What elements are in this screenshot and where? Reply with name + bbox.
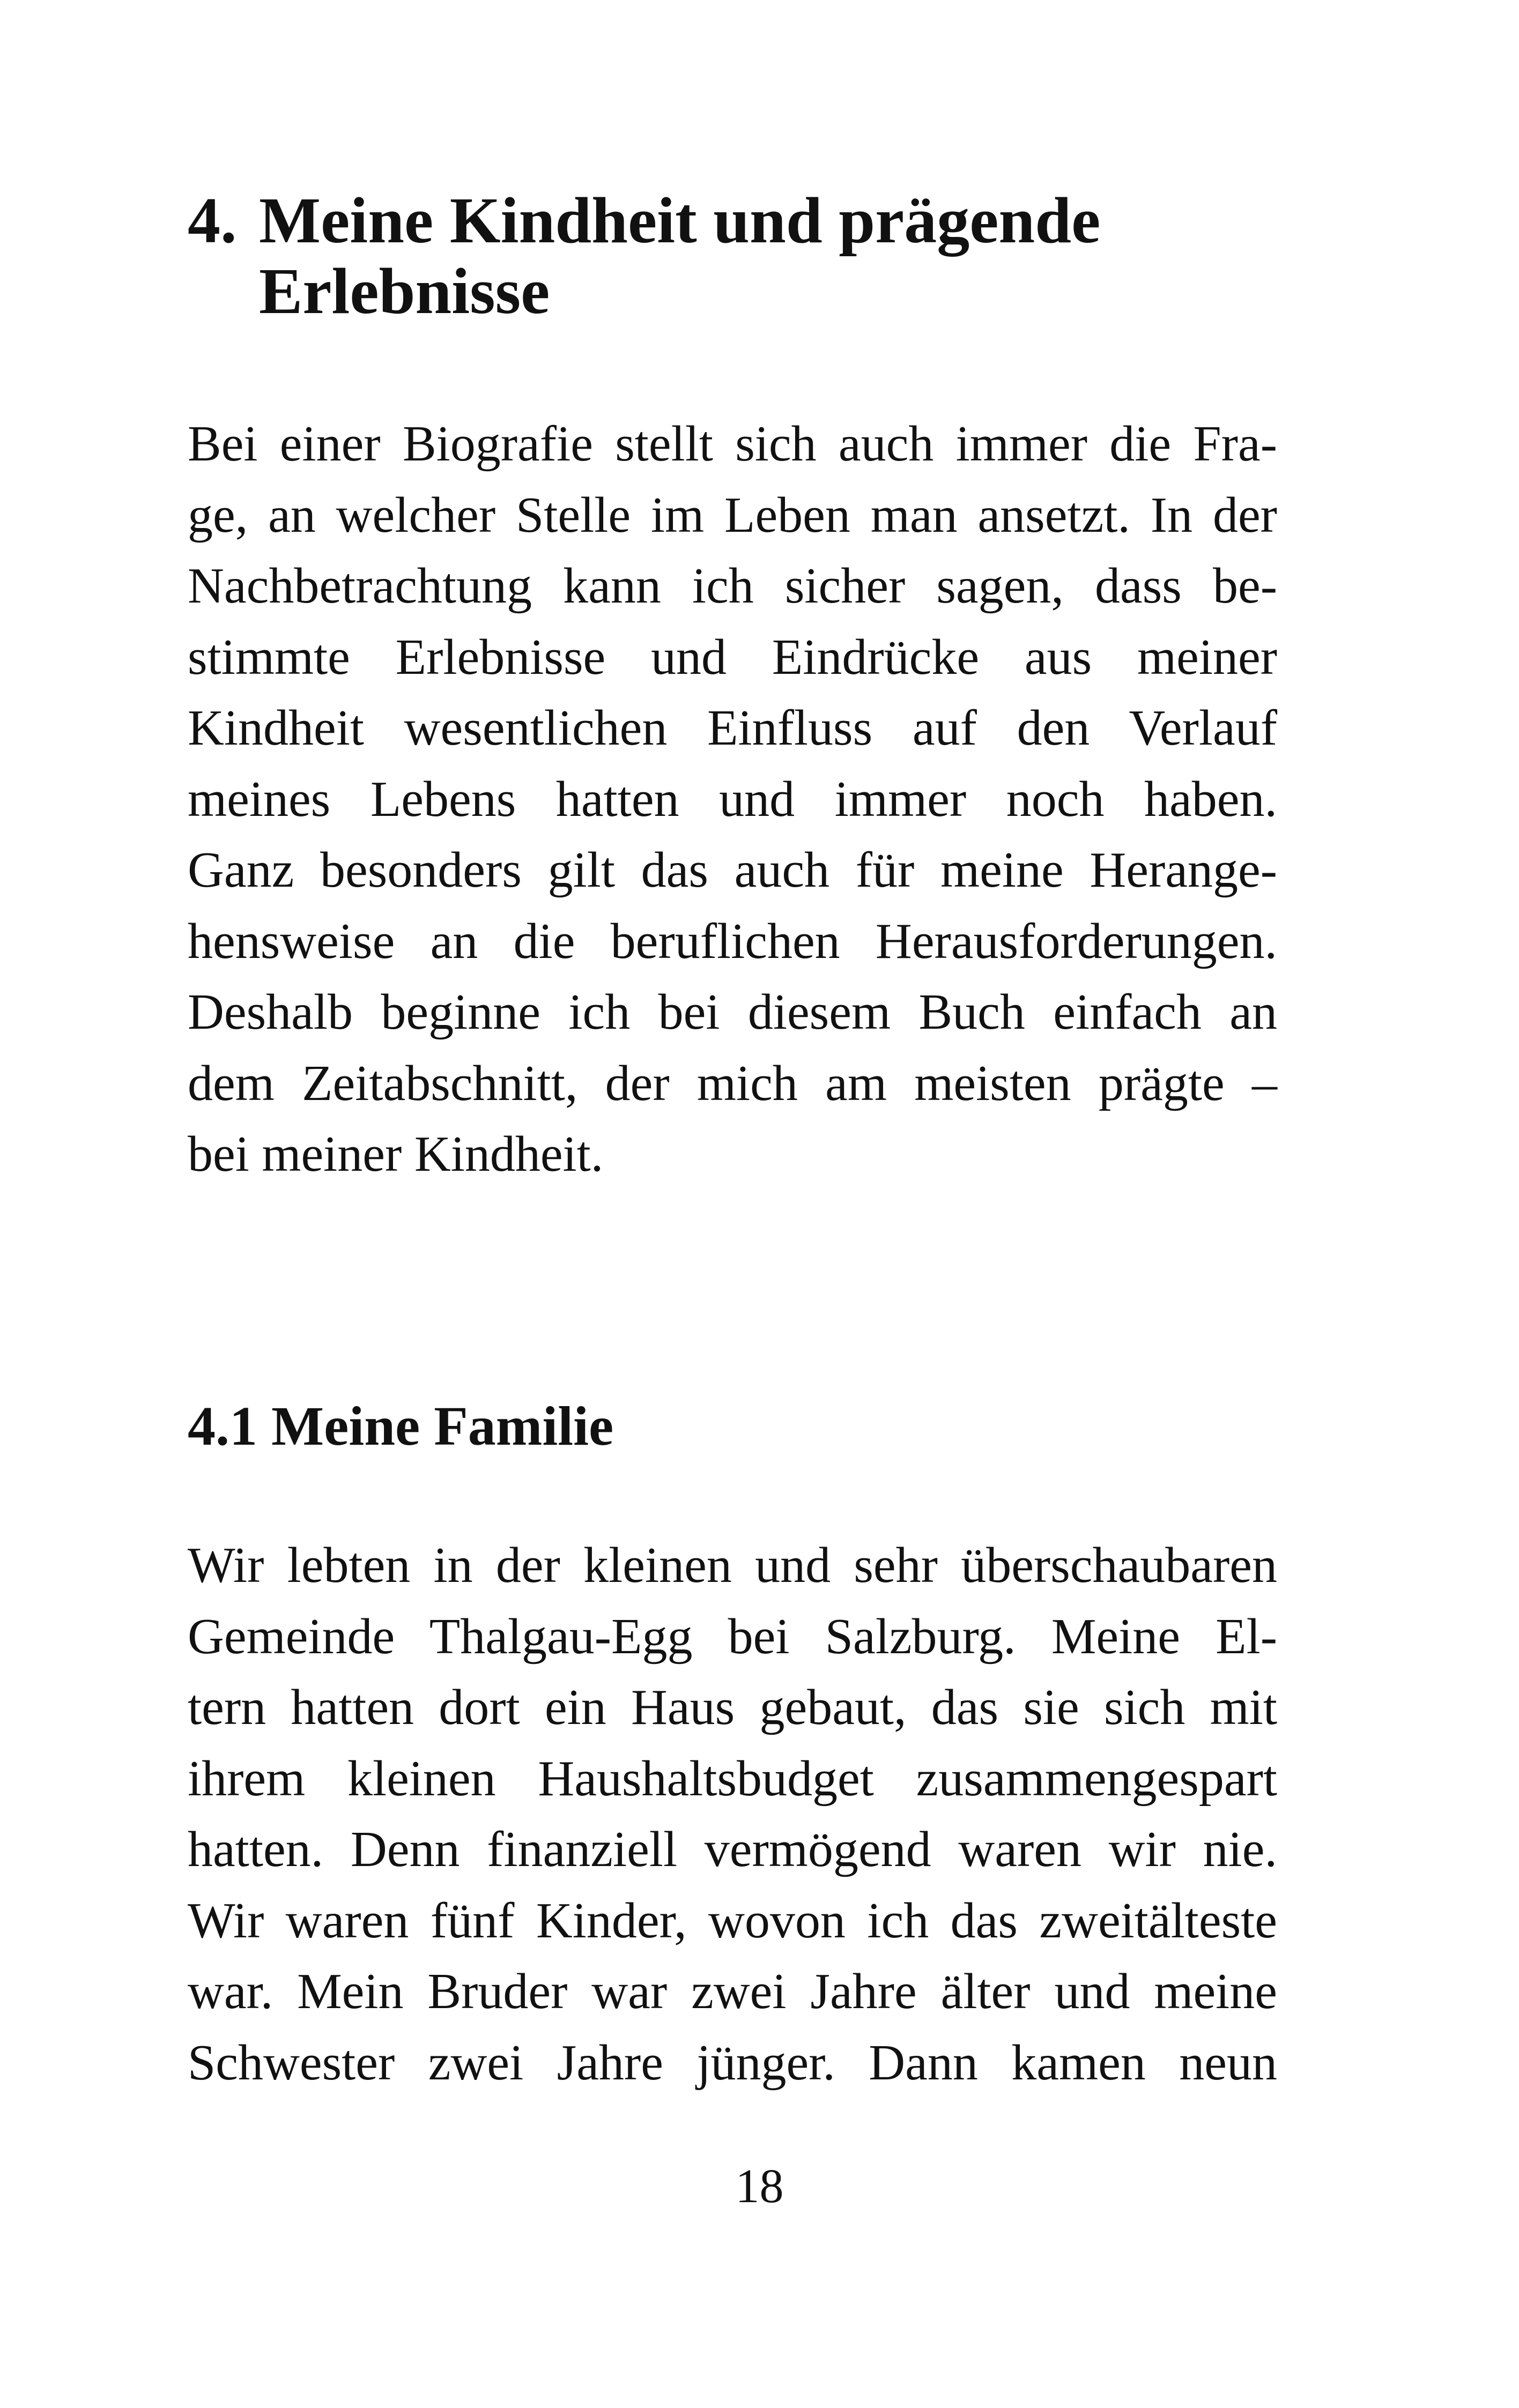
chapter-title	[188, 185, 1314, 327]
text-line: ihrem kleinen Haushaltsbudget zusammengespart	[188, 1750, 1277, 1807]
page-number: 18	[735, 2160, 784, 2213]
chapter-number: 4.	[188, 184, 237, 257]
text-line: war. Mein Bruder war zwei Jahre älter und meine	[188, 1964, 1277, 2019]
text-line: Nachbetrachtung kann ich sicher sagen, dass be-	[188, 558, 1277, 614]
text-line: Kindheit wesentlichen Einfluss auf den Verlauf	[188, 700, 1277, 756]
text-line: ge, an welcher Stelle im Leben man ansetzt. In der	[188, 487, 1277, 543]
text-line: hensweise an die beruflichen Herausforderungen.	[188, 913, 1277, 969]
text-line: Gemeinde Thalgau-Egg bei Salzburg. Meine El-	[188, 1608, 1277, 1664]
text-line: bei meiner Kindheit.	[188, 1126, 604, 1182]
chapter-title-line-2: Erlebnisse	[259, 255, 550, 328]
family-paragraph	[188, 1530, 1277, 2098]
section-title: 4.1 Meine Familie	[188, 1395, 614, 1457]
text-line: Schwester zwei Jahre jünger. Dann kamen neun	[188, 2034, 1277, 2091]
text-line: stimmte Erlebnisse und Eindrücke aus meiner	[188, 629, 1277, 685]
text-line: Deshalb beginne ich bei diesem Buch einfach an	[188, 984, 1277, 1040]
text-line: tern hatten dort ein Haus gebaut, das sie sich mit	[188, 1679, 1277, 1735]
chapter-title-line-1: Meine Kindheit und prägende	[259, 184, 1101, 257]
text-line: hatten. Denn finanziell vermögend waren wir nie.	[188, 1822, 1277, 1877]
text-line: meines Lebens hatten und immer noch haben.	[188, 771, 1277, 827]
text-line: Bei einer Biografie stellt sich auch immer die Fra-	[188, 416, 1277, 472]
text-line: Wir lebten in der kleinen und sehr überschaubaren	[188, 1537, 1277, 1593]
intro-paragraph	[188, 408, 1277, 1190]
text-line: dem Zeitabschnitt, der mich am meisten prägte –	[188, 1055, 1277, 1111]
text-line: Ganz besonders gilt das auch für meine Herange-	[188, 842, 1277, 898]
text-line: Wir waren fünf Kinder, wovon ich das zweitälteste	[188, 1892, 1277, 1949]
